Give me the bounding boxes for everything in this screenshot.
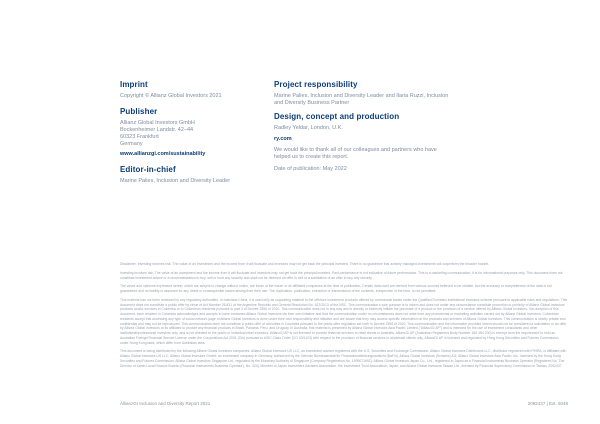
publisher-heading: Publisher: [120, 107, 158, 116]
editor-in-chief-name: Marine Palies, Inclusion and Diversity Leader: [120, 178, 231, 184]
disclaimer-paragraph: This document is being distributed by the following Allianz Global Investors companies: Allianz Global Investors US LLC, an investment adviser registered with the U.S. Securities and Exchange Commission; Allianz Global Investors Distributors LLC, distributor registered with FINRA, is affiliated with Allianz Global Investors US LLC; Allianz Global Investors GmbH, an investment company in Germany, authorized by the German Bundesanstalt für Finanzdienstleistungsaufsicht (BaFin); Allianz Global Investors (Schweiz) AG; Allianz Global Investors Asia Pacific Ltd., licensed by the Hong Kong Securities and Futures Commission; Allianz Global Investors Singapore Ltd., regulated by the Monetary Authority of Singapore [Company Registration No. 199907169Z]; Allianz Global Investors Japan Co., Ltd., registered in Japan as a Financial Instruments Business Operator [Registered No. The Director of Kanto Local Finance Bureau (Financial Instruments Business Operator), No. 424], Member of Japan Investment Advisers Association, the Investment Trust Association, Japan; and Allianz Global Investors Taiwan Ltd., licensed by Financial Supervisory Commission in Taiwan. 2092437: [120, 349, 567, 368]
disclaimer-paragraph: This material has not been reviewed by any regulatory authorities. In mainland China, it is used only as supporting material to the offshore investment products offered by commercial banks under the Qualified Domestic Institutional Investors scheme pursuant to applicable rules and regulations. This document does not constitute a public offer by virtue of Act Number 26.831 of the Argentine Republic and General Resolution No. 622/2013 of the NSC. This communication's sole purpose is to inform and does not under any circumstance constitute promotion or publicity of Allianz Global Investors products and/or services in Colombia or to Colombian residents pursuant to part 4 of Decree 2555 of 2010. This communication does not in any way aim to directly or indirectly initiate the purchase of a product or the provision of a service offered by Allianz Global Investors. Via reception of this document, each resident in Colombia acknowledges and accepts to have contacted Allianz Global Investors via their own initiative and that the communication under no circumstances does not arise from any promotional or marketing activities carried out by Allianz Global Investors. Colombian residents accept that accessing any type of social network page of Allianz Global Investors is done under their own responsibility and initiative and are aware that they may access specific information on the products and services of Allianz Global Investors. This communication is strictly private and confidential and may not be reproduced. This communication does not constitute a public offer of securities in Colombia pursuant to the public offer regulation set forth in Decree 2555 of 2010. This communication and the information provided herein should not be considered a solicitation or an offer by Allianz Global Investors or its affiliates to provide any financial products in Brazil, Panama, Peru, and Uruguay. In Australia, this material is presented by Allianz Global Investors Asia Pacific Limited ("AllianzGI AP") and is intended for the use of investment consultants and other institutional/professional investors only, and is not directed to the public or individual retail investors. AllianzGI AP is not licensed to provide financial services to retail clients in Australia. AllianzGI AP (Australian Registered Body Number 160 464 200) is exempt from the requirement to hold an Australian Foreign Financial Service License under the Corporations Act 2001 (Cth) pursuant to ASIC Class Order (CO 03/1103) with respect to the provision of financial services to wholesale clients only. AllianzGI AP is licensed and regulated by Hong Kong Securities and Futures Commission under Hong Kong laws, which differ from Australian laws.: [120, 297, 568, 345]
publisher-address-line: Bockenheimer Landstr. 42–44: [120, 127, 194, 133]
publisher-address-line: 60323 Frankfurt: [120, 134, 159, 140]
publisher-address-line: Allianz Global Investors GmbH: [120, 120, 195, 126]
footer-document-number: 2092437 | Ext. 6048: [527, 401, 568, 406]
design-agency: Radley Yeldar, London, U.K.: [274, 125, 343, 131]
imprint-right-column: [274, 80, 449, 192]
publisher-address: [120, 120, 274, 148]
imprint-heading: Imprint: [120, 80, 148, 89]
project-responsibility-heading: Project responsibility: [274, 80, 358, 89]
ry-website-link[interactable]: ry.com: [274, 136, 292, 142]
publication-date: Date of publication: May 2022: [274, 166, 347, 172]
imprint-columns: [120, 80, 449, 192]
publisher-address-line: Germany: [120, 141, 143, 147]
sustainability-website-link[interactable]: www.allianzgi.com/sustainability: [120, 151, 206, 157]
editor-in-chief-heading: Editor-in-chief: [120, 165, 176, 174]
project-responsibility-text: Marine Palies, Inclusion and Diversity Leader and Ilaria Ruzzi, Inclusion and Diversity Business Partner: [274, 93, 449, 106]
page-footer: [120, 401, 568, 407]
footer-report-title: AllianzGI Inclusion and Diversity Report 2021: [120, 401, 211, 406]
disclaimer-paragraph: Disclaimer: Investing involves risk. The value of an investment and the income from it will fluctuate and investors may not get back the principal invested. There is no guarantee that actively managed investments will outperform the broader market.: [120, 262, 490, 266]
disclaimer-paragraph: Investing involves risk. The value of an investment and the income from it will fluctuate and investors may not get back the principal invested. Past performance is not indicative of future performance. This is a marketing communication. It is for informational purposes only. This document does not constitute investment advice or a recommendation to buy, sell or hold any security and shall not be deemed an offer to sell or a solicitation of an offer to buy any security.: [120, 270, 563, 280]
imprint-left-column: [120, 80, 274, 192]
disclaimer-paragraph: The views and opinions expressed herein, which are subject to change without notice, are those of the issuer or its affiliated companies at the time of publication. Certain data used are derived from various sources believed to be reliable, but the accuracy or completeness of the data is not guaranteed and no liability is assumed for any direct or consequential losses arising from their use. The duplication, publication, extraction or transmission of the contents, irrespective of the form, is not permitted.: [120, 284, 552, 293]
copyright-line: Copyright © Allianz Global Investors 2021: [120, 93, 222, 99]
legal-disclaimer-block: [120, 262, 568, 372]
design-heading: Design, concept and production: [274, 112, 400, 121]
thanks-text: We would like to thank all of our colleagues and partners who have helped us to create this report.: [274, 147, 437, 160]
